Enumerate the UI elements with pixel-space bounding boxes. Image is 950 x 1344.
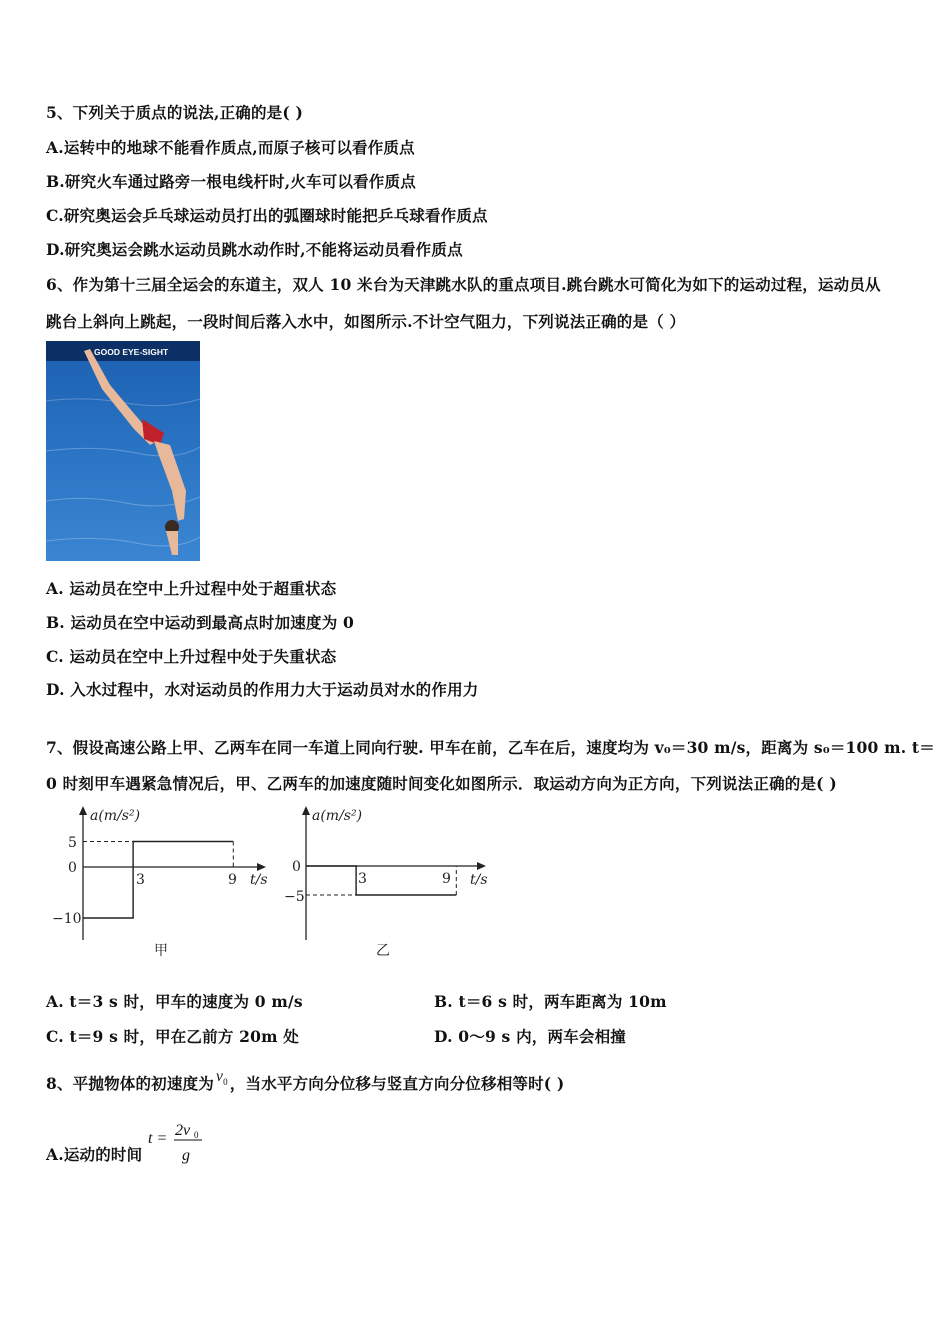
graph-jia-y-arrow: [79, 806, 87, 815]
graph-yi-x-arrow: [477, 862, 486, 870]
q6-option-a: A. 运动员在空中上升过程中处于超重状态: [46, 579, 337, 598]
graph-yi-y-arrow: [302, 806, 310, 815]
q5-option-c: C.研究奥运会乒乓球运动员打出的弧圈球时能把乒乓球看作质点: [46, 206, 488, 225]
graph-jia: [50, 800, 280, 965]
q7-stem-line1: 7、假设高速公路上甲、乙两车在同一车道上同向行驶. 甲车在前，乙车在后，速度均为 v₀＝30 m/s，距离为 s₀＝100 m. t＝: [46, 738, 935, 757]
q8-option-a-prefix: A.运动的时间: [46, 1145, 143, 1164]
graph-yi-tick-neg5: −5: [284, 889, 305, 905]
graph-jia-caption: 甲: [154, 943, 168, 959]
q8-stem-tail: ，当水平方向分位移与竖直方向分位移相等时( ): [229, 1074, 565, 1093]
q8-formula-num-sub: 0: [194, 1130, 199, 1140]
q7-stem-line2: 0 时刻甲车遇紧急情况后，甲、乙两车的加速度随时间变化如图所示．取运动方向为正方向，下列说法正确的是( ): [46, 774, 837, 793]
q8-v0-symbol: [216, 1068, 228, 1087]
q6-option-b: B. 运动员在空中运动到最高点时加速度为 0: [46, 613, 354, 632]
graph-yi-plot: [306, 866, 456, 895]
graph-jia-x-arrow: [257, 863, 266, 871]
graph-yi-tick-9: 9: [442, 871, 451, 887]
graph-jia-tick-5: 5: [68, 835, 77, 851]
graph-jia-tick-9: 9: [228, 872, 237, 888]
q6-option-d: D. 入水过程中，水对运动员的作用力大于运动员对水的作用力: [46, 680, 479, 699]
graph-jia-tick-neg10: −10: [52, 911, 82, 927]
q8-formula: [146, 1116, 216, 1168]
photo-banner-text: GOOD EYE-SIGHT: [94, 347, 169, 357]
q8-stem: [46, 1068, 565, 1095]
q7-option-b: B. t＝6 s 时，两车距离为 10m: [434, 992, 667, 1011]
q7-option-c: C. t＝9 s 时，甲在乙前方 20m 处: [46, 1027, 299, 1046]
q8-formula-den: g: [182, 1147, 190, 1164]
graph-yi-x-label: t/s: [470, 872, 488, 888]
q5-stem: 5、下列关于质点的说法,正确的是( ): [46, 103, 304, 122]
q7-option-a: A. t＝3 s 时，甲车的速度为 0 m/s: [46, 992, 303, 1011]
q8-v0-letter: v: [216, 1068, 224, 1085]
graph-jia-tick-3: 3: [136, 872, 145, 888]
q7-option-d: D. 0～9 s 内，两车会相撞: [434, 1027, 626, 1046]
q8-stem-text: 8、平抛物体的初速度为: [46, 1074, 214, 1093]
graph-yi: [280, 800, 510, 965]
q8-formula-num: 2v: [175, 1122, 191, 1139]
graph-jia-series-line: [83, 842, 233, 919]
q5-option-d: D.研究奥运会跳水运动员跳水动作时,不能将运动员看作质点: [46, 240, 463, 259]
diver-photo: [46, 341, 200, 561]
graph-yi-series-line: [306, 866, 456, 895]
q6-option-c: C. 运动员在空中上升过程中处于失重状态: [46, 647, 337, 666]
graph-yi-caption: 乙: [376, 943, 390, 959]
graph-jia-tick-0: 0: [68, 860, 77, 876]
q6-stem-line2: 跳台上斜向上跳起，一段时间后落入水中，如图所示.不计空气阻力，下列说法正确的是（ ）: [46, 312, 686, 331]
q6-stem-line1: 6、作为第十三届全运会的东道主，双人 10 米台为天津跳水队的重点项目.跳台跳水可简化为如下的运动过程，运动员从: [46, 275, 881, 294]
graph-yi-tick-3: 3: [358, 871, 367, 887]
q5-option-b: B.研究火车通过路旁一根电线杆时,火车可以看作质点: [46, 172, 416, 191]
q8-v0-sub: 0: [223, 1077, 228, 1088]
graph-jia-y-label: a(m/s²): [90, 808, 141, 824]
graph-yi-tick-0: 0: [292, 859, 301, 875]
q8-formula-lhs: t =: [148, 1130, 168, 1147]
graph-jia-x-label: t/s: [250, 872, 268, 888]
graph-jia-plot: [83, 842, 233, 919]
graph-yi-y-label: a(m/s²): [312, 808, 363, 824]
q5-option-a: A.运转中的地球不能看作质点,而原子核可以看作质点: [46, 138, 415, 157]
